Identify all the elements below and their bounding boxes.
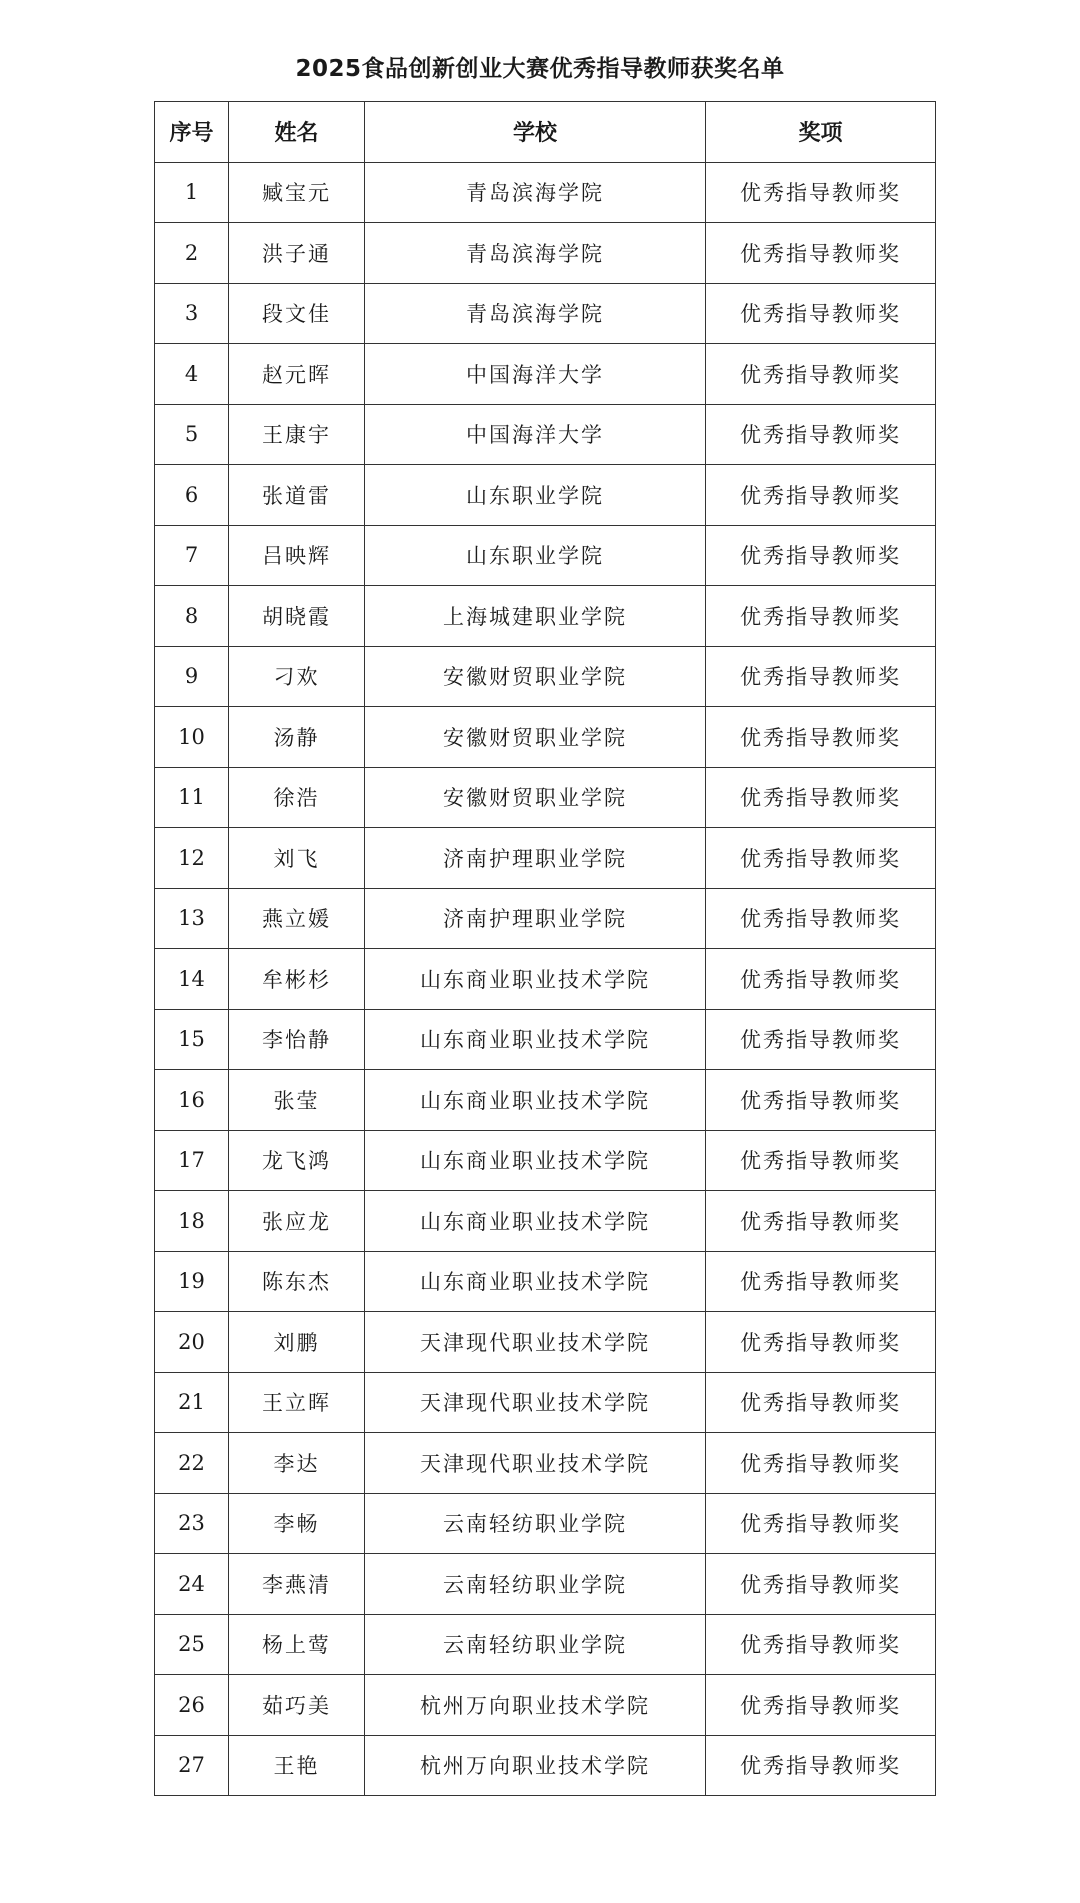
cell-award: 优秀指导教师奖	[706, 1493, 936, 1554]
table-row	[155, 1675, 936, 1736]
cell-award: 优秀指导教师奖	[706, 1070, 936, 1131]
cell-school: 云南轻纺职业学院	[365, 1493, 706, 1554]
cell-name: 张应龙	[229, 1191, 365, 1252]
table-row	[155, 1130, 936, 1191]
header-index: 序号	[155, 102, 229, 163]
table-row	[155, 888, 936, 949]
cell-index: 15	[155, 1009, 229, 1070]
cell-award: 优秀指导教师奖	[706, 223, 936, 284]
cell-name: 徐浩	[229, 767, 365, 828]
cell-name: 王艳	[229, 1735, 365, 1796]
cell-award: 优秀指导教师奖	[706, 1554, 936, 1615]
cell-index: 5	[155, 404, 229, 465]
cell-award: 优秀指导教师奖	[706, 586, 936, 647]
table-row	[155, 707, 936, 768]
cell-name: 王立晖	[229, 1372, 365, 1433]
cell-award: 优秀指导教师奖	[706, 1675, 936, 1736]
cell-school: 上海城建职业学院	[365, 586, 706, 647]
cell-award: 优秀指导教师奖	[706, 767, 936, 828]
cell-school: 杭州万向职业技术学院	[365, 1675, 706, 1736]
cell-award: 优秀指导教师奖	[706, 1312, 936, 1373]
cell-index: 1	[155, 162, 229, 223]
award-table	[154, 101, 936, 1796]
cell-school: 安徽财贸职业学院	[365, 707, 706, 768]
cell-school: 云南轻纺职业学院	[365, 1614, 706, 1675]
cell-award: 优秀指导教师奖	[706, 707, 936, 768]
cell-school: 青岛滨海学院	[365, 223, 706, 284]
table-row	[155, 1191, 936, 1252]
cell-name: 李燕清	[229, 1554, 365, 1615]
cell-name: 李怡静	[229, 1009, 365, 1070]
header-school: 学校	[365, 102, 706, 163]
table-row	[155, 1493, 936, 1554]
cell-school: 山东职业学院	[365, 525, 706, 586]
table-row	[155, 1009, 936, 1070]
cell-school: 济南护理职业学院	[365, 828, 706, 889]
cell-award: 优秀指导教师奖	[706, 525, 936, 586]
cell-index: 8	[155, 586, 229, 647]
cell-school: 安徽财贸职业学院	[365, 646, 706, 707]
cell-award: 优秀指导教师奖	[706, 1735, 936, 1796]
cell-name: 陈东杰	[229, 1251, 365, 1312]
cell-name: 吕映辉	[229, 525, 365, 586]
cell-school: 山东商业职业技术学院	[365, 1130, 706, 1191]
cell-school: 青岛滨海学院	[365, 283, 706, 344]
table-row	[155, 283, 936, 344]
cell-name: 燕立媛	[229, 888, 365, 949]
cell-school: 青岛滨海学院	[365, 162, 706, 223]
cell-index: 6	[155, 465, 229, 526]
cell-index: 20	[155, 1312, 229, 1373]
cell-award: 优秀指导教师奖	[706, 1433, 936, 1494]
cell-award: 优秀指导教师奖	[706, 1009, 936, 1070]
cell-index: 2	[155, 223, 229, 284]
cell-award: 优秀指导教师奖	[706, 949, 936, 1010]
table-header-row	[155, 102, 936, 163]
cell-award: 优秀指导教师奖	[706, 1614, 936, 1675]
cell-name: 刁欢	[229, 646, 365, 707]
cell-name: 赵元晖	[229, 344, 365, 405]
table-row	[155, 1372, 936, 1433]
cell-index: 12	[155, 828, 229, 889]
cell-school: 中国海洋大学	[365, 344, 706, 405]
cell-award: 优秀指导教师奖	[706, 1372, 936, 1433]
cell-index: 3	[155, 283, 229, 344]
cell-name: 汤静	[229, 707, 365, 768]
cell-award: 优秀指导教师奖	[706, 646, 936, 707]
table-row	[155, 162, 936, 223]
cell-index: 4	[155, 344, 229, 405]
cell-award: 优秀指导教师奖	[706, 1251, 936, 1312]
cell-name: 李畅	[229, 1493, 365, 1554]
cell-name: 刘鹏	[229, 1312, 365, 1373]
table-row	[155, 1312, 936, 1373]
cell-school: 山东商业职业技术学院	[365, 1191, 706, 1252]
table-row	[155, 767, 936, 828]
cell-index: 21	[155, 1372, 229, 1433]
table-row	[155, 1735, 936, 1796]
cell-index: 7	[155, 525, 229, 586]
cell-school: 山东商业职业技术学院	[365, 949, 706, 1010]
table-row	[155, 1070, 936, 1131]
cell-name: 茹巧美	[229, 1675, 365, 1736]
cell-index: 16	[155, 1070, 229, 1131]
table-row	[155, 465, 936, 526]
header-name: 姓名	[229, 102, 365, 163]
cell-name: 段文佳	[229, 283, 365, 344]
cell-name: 臧宝元	[229, 162, 365, 223]
table-row	[155, 1614, 936, 1675]
cell-school: 安徽财贸职业学院	[365, 767, 706, 828]
cell-name: 李达	[229, 1433, 365, 1494]
cell-index: 14	[155, 949, 229, 1010]
table-row	[155, 949, 936, 1010]
table-row	[155, 1433, 936, 1494]
table-row	[155, 223, 936, 284]
table-body	[155, 162, 936, 1796]
cell-index: 25	[155, 1614, 229, 1675]
cell-index: 23	[155, 1493, 229, 1554]
cell-school: 天津现代职业技术学院	[365, 1312, 706, 1373]
cell-school: 山东职业学院	[365, 465, 706, 526]
cell-name: 张莹	[229, 1070, 365, 1131]
cell-award: 优秀指导教师奖	[706, 404, 936, 465]
cell-name: 王康宇	[229, 404, 365, 465]
cell-award: 优秀指导教师奖	[706, 1191, 936, 1252]
document-title: 2025食品创新创业大赛优秀指导教师获奖名单	[295, 56, 785, 82]
cell-award: 优秀指导教师奖	[706, 828, 936, 889]
table-row	[155, 1554, 936, 1615]
table-row	[155, 828, 936, 889]
cell-school: 济南护理职业学院	[365, 888, 706, 949]
cell-school: 天津现代职业技术学院	[365, 1433, 706, 1494]
table-row	[155, 586, 936, 647]
cell-award: 优秀指导教师奖	[706, 465, 936, 526]
cell-school: 山东商业职业技术学院	[365, 1251, 706, 1312]
cell-school: 山东商业职业技术学院	[365, 1070, 706, 1131]
cell-index: 10	[155, 707, 229, 768]
cell-index: 9	[155, 646, 229, 707]
table-row	[155, 344, 936, 405]
cell-index: 22	[155, 1433, 229, 1494]
cell-index: 27	[155, 1735, 229, 1796]
cell-name: 洪子通	[229, 223, 365, 284]
cell-name: 龙飞鸿	[229, 1130, 365, 1191]
table-row	[155, 404, 936, 465]
cell-school: 中国海洋大学	[365, 404, 706, 465]
cell-name: 牟彬杉	[229, 949, 365, 1010]
cell-award: 优秀指导教师奖	[706, 283, 936, 344]
table-row	[155, 1251, 936, 1312]
cell-index: 19	[155, 1251, 229, 1312]
cell-name: 杨上莺	[229, 1614, 365, 1675]
cell-award: 优秀指导教师奖	[706, 888, 936, 949]
cell-school: 云南轻纺职业学院	[365, 1554, 706, 1615]
cell-award: 优秀指导教师奖	[706, 162, 936, 223]
table-row	[155, 525, 936, 586]
cell-index: 13	[155, 888, 229, 949]
cell-school: 山东商业职业技术学院	[365, 1009, 706, 1070]
cell-index: 26	[155, 1675, 229, 1736]
cell-index: 24	[155, 1554, 229, 1615]
header-award: 奖项	[706, 102, 936, 163]
cell-index: 17	[155, 1130, 229, 1191]
cell-award: 优秀指导教师奖	[706, 344, 936, 405]
cell-school: 杭州万向职业技术学院	[365, 1735, 706, 1796]
cell-name: 张道雷	[229, 465, 365, 526]
cell-index: 11	[155, 767, 229, 828]
table-row	[155, 646, 936, 707]
cell-name: 刘飞	[229, 828, 365, 889]
cell-school: 天津现代职业技术学院	[365, 1372, 706, 1433]
cell-name: 胡晓霞	[229, 586, 365, 647]
cell-index: 18	[155, 1191, 229, 1252]
cell-award: 优秀指导教师奖	[706, 1130, 936, 1191]
